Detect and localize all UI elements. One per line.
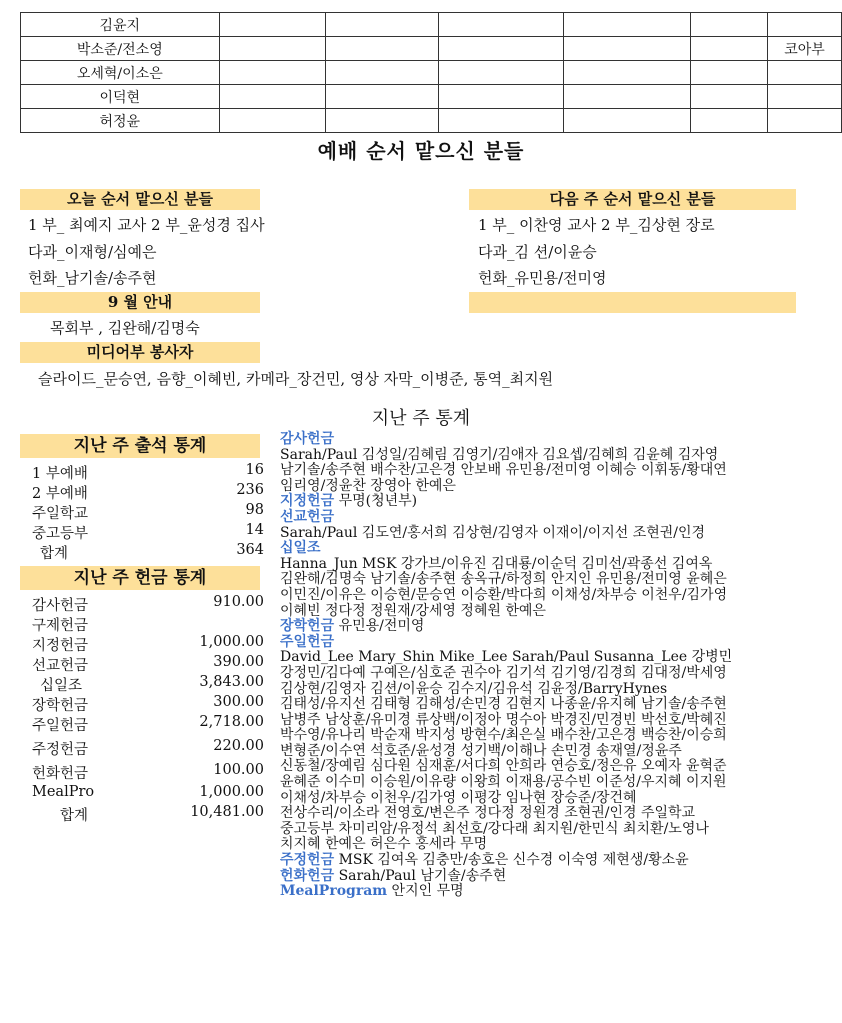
roster-note bbox=[767, 61, 841, 85]
designated-text: 무명(청년부) bbox=[338, 493, 418, 510]
attendance-row bbox=[22, 522, 266, 541]
attendance-value: 236 bbox=[236, 482, 264, 498]
tithe-label: 십일조 bbox=[280, 540, 321, 557]
stats-title: 지난 주 통계 bbox=[371, 408, 471, 429]
offering-row bbox=[22, 594, 266, 613]
offering-value: 300.00 bbox=[213, 694, 264, 710]
offering-row bbox=[22, 654, 266, 673]
roster-name: 김윤지 bbox=[21, 13, 220, 37]
page-title: 예배 순서 맡으신 분들 bbox=[317, 139, 525, 163]
table-row bbox=[21, 85, 842, 109]
media-line: 슬라이드_문승연, 음향_이혜빈, 카메라_장건민, 영상 자막_이병준, 통역_최지원 bbox=[38, 370, 554, 388]
scholarship-text: 유민용/전미영 bbox=[338, 618, 425, 635]
donor-line: 변형준/이수연 석호준/윤성경 성기백/이해나 손민경 송재열/정윤주 bbox=[280, 742, 682, 759]
donor-line: David_Lee Mary_Shin Mike_Lee Sarah/Paul Susanna_Lee 강병민 bbox=[280, 649, 733, 666]
donor-line: 박수영/유나리 박순재 박지성 방현수/최은실 배수찬/고은경 백승찬/이승희 bbox=[280, 727, 727, 744]
september-line: 목회부 , 김완해/김명숙 bbox=[50, 319, 200, 337]
roster-name: 오세혁/이소은 bbox=[21, 61, 220, 85]
attendance-heading: 지난 주 출석 통계 bbox=[20, 434, 260, 458]
donor-line: 전상수리/이소라 전영호/변은주 정다정 정원경 조현권/인경 주일학교 bbox=[280, 805, 696, 822]
next-week-line: 1 부_ 이찬영 교사 2 부_김상현 장로 bbox=[478, 216, 715, 234]
offering-row bbox=[22, 694, 266, 713]
offering-row bbox=[22, 714, 266, 733]
regular-line bbox=[280, 853, 830, 869]
roster-name: 박소준/전소영 bbox=[21, 37, 220, 61]
offering-row bbox=[22, 634, 266, 653]
donor-line: 남기솔/송주현 배수찬/고은경 안보배 유민용/전미영 이혜승 이휘동/황대연 bbox=[280, 462, 727, 479]
offering-label: MealPro bbox=[32, 784, 95, 800]
attendance-row bbox=[22, 482, 266, 501]
donor-line: 이채성/차부승 이천우/김가영 이평강 임나현 장승준/장건혜 bbox=[280, 789, 637, 806]
donor-line: 김태성/유지선 김태형 김해성/손민경 김현지 나종윤/유지혜 남기솔/송주현 bbox=[280, 696, 727, 713]
offering-value: 1,000.00 bbox=[199, 784, 264, 800]
scholarship-line bbox=[280, 619, 830, 635]
table-row bbox=[21, 61, 842, 85]
donor-line: 윤혜준 이수미 이승원/이유량 이왕희 이재용/공수빈 이준성/우지혜 이지원 bbox=[280, 774, 727, 791]
next-week-heading: 다음 주 순서 맡으신 분들 bbox=[469, 189, 796, 210]
media-heading: 미디어부 봉사자 bbox=[20, 342, 260, 363]
meal-line bbox=[280, 884, 830, 900]
flower-line bbox=[280, 869, 830, 885]
designated-line bbox=[280, 494, 830, 510]
designated-label: 지정헌금 bbox=[280, 493, 335, 510]
roster-note bbox=[767, 109, 841, 133]
today-line: 헌화_남기솔/송주현 bbox=[28, 269, 157, 287]
roster-note: 코아부 bbox=[767, 37, 841, 61]
donor-line: 강정민/김다예 구예은/심호준 권수아 김기석 김기영/김경희 김대정/박세영 bbox=[280, 664, 727, 681]
attendance-value: 14 bbox=[245, 522, 264, 538]
scholarship-label: 장학헌금 bbox=[280, 618, 335, 635]
offering-value: 910.00 bbox=[213, 594, 264, 610]
offering-value: 390.00 bbox=[213, 654, 264, 670]
donor-line: 남병주 남상훈/유미경 류상백/이정아 명수아 박경진/민경빈 박선호/박혜진 bbox=[280, 711, 727, 728]
attendance-value: 364 bbox=[236, 542, 264, 558]
offering-value: 2,718.00 bbox=[199, 714, 264, 730]
donor-line: 중고등부 차미리암/유정석 최선호/강다래 최지원/한민식 최치환/노영나 bbox=[280, 820, 709, 837]
attendance-row bbox=[22, 502, 266, 521]
offering-row bbox=[22, 614, 266, 633]
offering-value: 100.00 bbox=[213, 762, 264, 778]
donor-line: 김상현/김영자 김션/이윤승 김수지/김유석 김윤정/BarryHynes bbox=[280, 680, 668, 697]
regular-label: 주정헌금 bbox=[280, 852, 335, 869]
next-week-line: 헌화_유민용/전미영 bbox=[478, 269, 607, 287]
table-row bbox=[21, 109, 842, 133]
roster-name: 허정윤 bbox=[21, 109, 220, 133]
donor-line: 이민진/이유은 이승현/문승연 이승환/박다희 이채성/차부승 이천우/김가영 bbox=[280, 586, 728, 603]
sunday-label: 주일헌금 bbox=[280, 633, 335, 650]
regular-text: MSK 김여옥 김충만/송호은 신수경 이숙영 제현생/황소윤 bbox=[338, 852, 689, 869]
donor-list bbox=[280, 432, 830, 900]
attendance-label: 중고등부 bbox=[32, 526, 89, 542]
attendance-label: 1 부예배 bbox=[32, 466, 88, 482]
offering-label: 지정헌금 bbox=[32, 638, 89, 654]
table-row bbox=[21, 37, 842, 61]
offering-value: 1,000.00 bbox=[199, 634, 264, 650]
flower-label: 헌화헌금 bbox=[280, 867, 335, 884]
offering-label: 주정헌금 bbox=[32, 742, 89, 758]
offering-label: 감사헌금 bbox=[32, 598, 89, 614]
donor-line: 김완해/김명숙 남기솔/송주현 송옥규/하정희 안지인 유민용/전미영 윤혜은 bbox=[280, 571, 727, 588]
attendance-label: 주일학교 bbox=[32, 506, 89, 522]
offering-row bbox=[22, 784, 266, 803]
today-line: 다과_이재형/심예은 bbox=[28, 243, 157, 261]
offering-row bbox=[22, 804, 266, 823]
roster-note bbox=[767, 13, 841, 37]
attendance-label: 합계 bbox=[40, 546, 69, 562]
offering-label: 주일헌금 bbox=[32, 718, 89, 734]
attendance-value: 16 bbox=[245, 462, 264, 478]
offering-row bbox=[22, 738, 266, 757]
offering-heading: 지난 주 헌금 통계 bbox=[20, 566, 260, 590]
offering-label: 선교헌금 bbox=[32, 658, 89, 674]
offering-label: 구제헌금 bbox=[32, 618, 89, 634]
donor-line: 신동철/장예림 심다원 심재훈/서다희 안희라 연승호/정은유 오예자 윤혁준 bbox=[280, 758, 727, 775]
roster-table bbox=[20, 12, 842, 133]
flower-text: Sarah/Paul 남기솔/송주현 bbox=[338, 867, 507, 884]
today-line: 1 부_ 최예지 교사 2 부_윤성경 집사 bbox=[28, 216, 265, 234]
donor-line: 이혜빈 정다정 정원재/강세영 정혜원 한예은 bbox=[280, 602, 546, 619]
roster-name: 이덕현 bbox=[21, 85, 220, 109]
donor-line: 임리영/정윤찬 장영아 한예은 bbox=[280, 477, 456, 494]
offering-label: 십일조 bbox=[40, 678, 83, 694]
donor-line: Sarah/Paul 김성일/김혜림 김영기/김애자 김요셉/김혜희 김윤혜 김자영 bbox=[280, 446, 719, 463]
donor-line: Sarah/Paul 김도연/홍서희 김상현/김영자 이재이/이지선 조현권/인경 bbox=[280, 524, 706, 541]
attendance-row bbox=[22, 542, 266, 561]
meal-label: MealProgram bbox=[280, 883, 388, 900]
donor-line: Hanna_Jun MSK 강가브/이유진 김대룡/이순덕 김미선/곽종선 김여옥 bbox=[280, 555, 713, 572]
attendance-row bbox=[22, 462, 266, 481]
offering-row bbox=[22, 674, 266, 693]
next-week-empty-band bbox=[469, 292, 796, 313]
offering-value: 10,481.00 bbox=[190, 804, 264, 820]
next-week-line: 다과_김 션/이윤승 bbox=[478, 243, 597, 261]
meal-text: 안지인 무명 bbox=[387, 883, 464, 900]
roster-note bbox=[767, 85, 841, 109]
offering-label: 헌화헌금 bbox=[32, 766, 89, 782]
today-heading: 오늘 순서 맡으신 분들 bbox=[20, 189, 260, 210]
table-row bbox=[21, 13, 842, 37]
offering-label: 장학헌금 bbox=[32, 698, 89, 714]
september-heading: 9 월 안내 bbox=[20, 292, 260, 313]
offering-row bbox=[22, 762, 266, 781]
offering-label: 합계 bbox=[60, 808, 89, 824]
attendance-value: 98 bbox=[245, 502, 264, 518]
offering-value: 3,843.00 bbox=[199, 674, 264, 690]
donor-line: 치지혜 한예은 허은수 홍세라 무명 bbox=[280, 836, 488, 853]
offering-value: 220.00 bbox=[213, 738, 264, 754]
attendance-label: 2 부예배 bbox=[32, 486, 88, 502]
mission-label: 선교헌금 bbox=[280, 508, 335, 525]
thanks-label: 감사헌금 bbox=[280, 431, 335, 447]
